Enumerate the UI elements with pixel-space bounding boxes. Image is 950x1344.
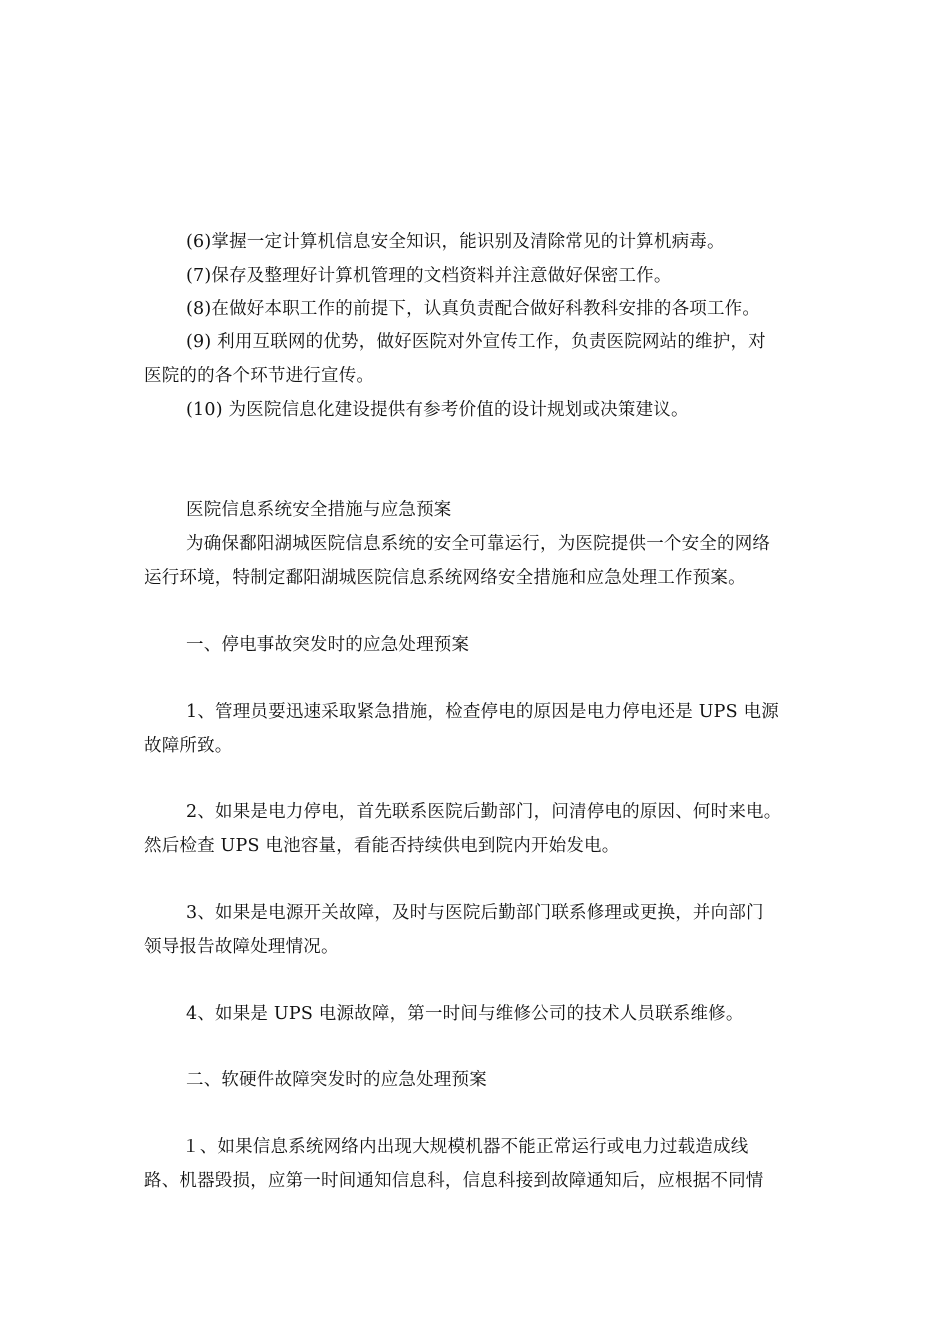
- section2-p1-line2: 路、机器毁损，应第一时间通知信息科，信息科接到故障通知后，应根据不同情: [144, 1171, 764, 1191]
- intro-line1: 为确保鄱阳湖城医院信息系统的安全可靠运行，为医院提供一个安全的网络: [186, 534, 771, 554]
- list-item-9-line2: 医院的的各个环节进行宣传。: [144, 366, 375, 386]
- document-title: 医院信息系统安全措施与应急预案: [186, 500, 452, 520]
- section1-p3-line1: 3、如果是电源开关故障，及时与医院后勤部门联系修理或更换，并向部门: [186, 903, 764, 923]
- section1-p2-line2: 然后检查 UPS 电池容量，看能否持续供电到院内开始发电。: [144, 836, 620, 856]
- list-item-8: (8)在做好本职工作的前提下，认真负责配合做好科教科安排的各项工作。: [186, 299, 761, 319]
- section1-heading: 一、停电事故突发时的应急处理预案: [186, 635, 470, 655]
- section1-p4: 4、如果是 UPS 电源故障，第一时间与维修公司的技术人员联系维修。: [186, 1004, 744, 1024]
- list-item-9-line1: (9) 利用互联网的优势，做好医院对外宣传工作，负责医院网站的维护，对: [186, 332, 766, 352]
- section1-p2-line1: 2、如果是电力停电，首先联系医院后勤部门，问清停电的原因、何时来电。: [186, 802, 782, 822]
- list-item-6: (6)掌握一定计算机信息安全知识，能识别及清除常见的计算机病毒。: [186, 232, 725, 252]
- section1-p1-line2: 故障所致。: [144, 736, 233, 756]
- intro-line2: 运行环境，特制定鄱阳湖城医院信息系统网络安全措施和应急处理工作预案。: [144, 568, 746, 588]
- section1-p1-line1: 1、管理员要迅速采取紧急措施，检查停电的原因是电力停电还是 UPS 电源: [186, 702, 779, 722]
- section1-p3-line2: 领导报告故障处理情况。: [144, 937, 339, 957]
- section2-p1-line1: １、如果信息系统网络内出现大规模机器不能正常运行或电力过载造成线: [182, 1137, 749, 1157]
- list-item-7: (7)保存及整理好计算机管理的文档资料并注意做好保密工作。: [186, 266, 672, 286]
- list-item-10: (10) 为医院信息化建设提供有参考价值的设计规划或决策建议。: [186, 400, 689, 420]
- section2-heading: 二、软硬件故障突发时的应急处理预案: [186, 1070, 487, 1090]
